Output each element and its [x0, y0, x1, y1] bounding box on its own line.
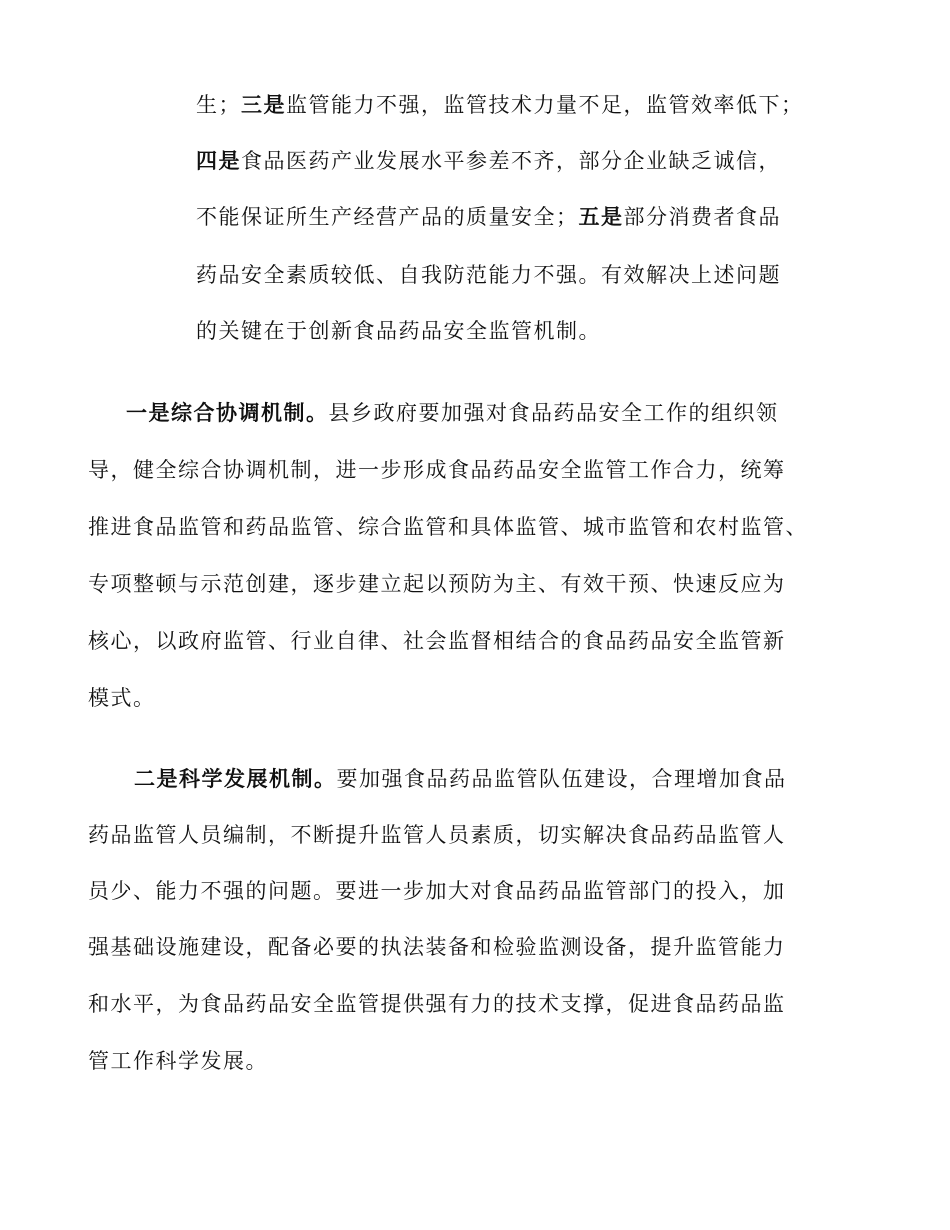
paragraph-line — [196, 147, 781, 175]
paragraph-line: 药品安全素质较低、自我防范能力不强。有效解决上述问题 — [196, 263, 781, 287]
section-first-line — [126, 399, 779, 427]
text-segment: 部分消费者食品 — [623, 205, 781, 229]
text-segment: 监管能力不强，监管技术力量不足，监管效率低下； — [286, 93, 804, 117]
paragraph-line — [196, 91, 804, 119]
paragraph-line: 和水平，为食品药品安全监管提供强有力的技术支撑，促进食品药品监 — [88, 992, 786, 1016]
paragraph-line: 导，健全综合协调机制，进一步形成食品药品安全监管工作合力，统筹 — [88, 458, 786, 482]
text-segment: 要加强食品药品监管队伍建设，合理增加食品 — [336, 767, 787, 791]
paragraph-line: 的关键在于创新食品药品安全监管机制。 — [196, 319, 601, 343]
bold-lead: 五是 — [578, 205, 624, 229]
paragraph-line: 管工作科学发展。 — [88, 1049, 268, 1073]
section-first-line — [134, 765, 787, 793]
bold-lead: 三是 — [241, 93, 286, 117]
paragraph-line: 推进食品监管和药品监管、综合监管和具体监管、城市监管和农村监管、 — [88, 515, 808, 539]
paragraph-line: 专项整顿与示范创建，逐步建立起以预防为主、有效干预、快速反应为 — [88, 572, 786, 596]
paragraph-line: 强基础设施建设，配备必要的执法装备和检验监测设备，提升监管能力 — [88, 935, 786, 959]
section-heading: 二是科学发展机制。 — [134, 767, 337, 791]
text-segment: 食品医药产业发展水平参差不齐，部分企业缺乏诚信， — [241, 149, 781, 173]
text-segment: 县乡政府要加强对食品药品安全工作的组织领 — [328, 401, 779, 425]
paragraph-line: 药品监管人员编制，不断提升监管人员素质，切实解决食品药品监管人 — [88, 823, 786, 847]
paragraph-line: 模式。 — [88, 686, 156, 710]
bold-lead: 四是 — [196, 149, 241, 173]
paragraph-line — [196, 203, 781, 231]
section-heading: 一是综合协调机制。 — [126, 401, 329, 425]
text-segment: 生； — [196, 93, 241, 117]
paragraph-line: 核心，以政府监管、行业自律、社会监督相结合的食品药品安全监管新 — [88, 629, 786, 653]
paragraph-line: 员少、能力不强的问题。要进一步加大对食品药品监管部门的投入，加 — [88, 879, 786, 903]
text-segment: 不能保证所生产经营产品的质量安全； — [196, 205, 579, 229]
